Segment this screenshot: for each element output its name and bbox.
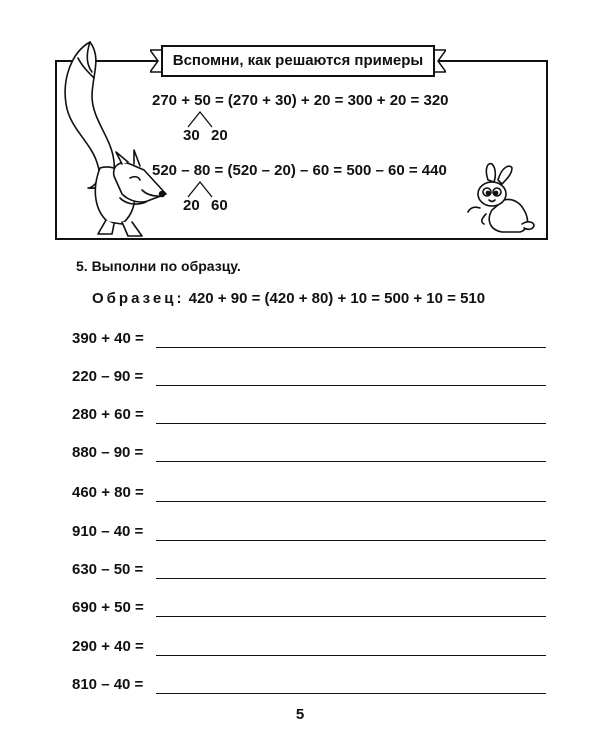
example-equation-1: 270 + 50 = (270 + 30) + 20 = 300 + 20 = 320 — [152, 92, 449, 109]
problem-expression: 630 – 50 = — [72, 561, 144, 578]
split-part-1a: 30 — [183, 127, 200, 144]
problem-row[interactable] — [72, 599, 548, 621]
sample-label: Образец: — [92, 290, 185, 307]
problem-row[interactable] — [72, 330, 548, 352]
problem-row[interactable] — [72, 638, 548, 660]
problem-row[interactable] — [72, 406, 548, 428]
problem-row[interactable] — [72, 676, 548, 698]
problem-row[interactable] — [72, 484, 548, 506]
example-equation-2: 520 – 80 = (520 – 20) – 60 = 500 – 60 = 440 — [152, 162, 447, 179]
problem-row[interactable] — [72, 561, 548, 583]
answer-line[interactable] — [156, 578, 546, 579]
split-lines-1 — [180, 110, 220, 128]
problem-expression: 290 + 40 = — [72, 638, 144, 655]
answer-line[interactable] — [156, 655, 546, 656]
problem-expression: 810 – 40 = — [72, 676, 144, 693]
problem-row[interactable] — [72, 444, 548, 466]
sample-line — [92, 290, 485, 307]
split-part-2b: 60 — [211, 197, 228, 214]
answer-line[interactable] — [156, 385, 546, 386]
answer-line[interactable] — [156, 693, 546, 694]
answer-line[interactable] — [156, 540, 546, 541]
answer-line[interactable] — [156, 347, 546, 348]
answer-line[interactable] — [156, 461, 546, 462]
answer-line[interactable] — [156, 423, 546, 424]
problem-expression: 690 + 50 = — [72, 599, 144, 616]
answer-line[interactable] — [156, 616, 546, 617]
split-part-2a: 20 — [183, 197, 200, 214]
sample-equation: 420 + 90 = (420 + 80) + 10 = 500 + 10 = 510 — [188, 290, 486, 307]
problem-row[interactable] — [72, 523, 548, 545]
hare-icon — [462, 160, 537, 235]
problem-row[interactable] — [72, 368, 548, 390]
fox-icon — [42, 38, 172, 243]
problem-expression: 880 – 90 = — [72, 444, 144, 461]
reminder-banner — [150, 44, 446, 78]
split-lines-2 — [180, 180, 220, 198]
problem-expression: 280 + 60 = — [72, 406, 144, 423]
problem-expression: 390 + 40 = — [72, 330, 144, 347]
problem-expression: 220 – 90 = — [72, 368, 144, 385]
task-title: 5. Выполни по образцу. — [76, 258, 241, 274]
page-number: 5 — [295, 706, 305, 723]
split-part-1b: 20 — [211, 127, 228, 144]
problem-expression: 460 + 80 = — [72, 484, 144, 501]
problem-expression: 910 – 40 = — [72, 523, 144, 540]
answer-line[interactable] — [156, 501, 546, 502]
reminder-title: Вспомни, как решаются примеры — [172, 52, 424, 69]
